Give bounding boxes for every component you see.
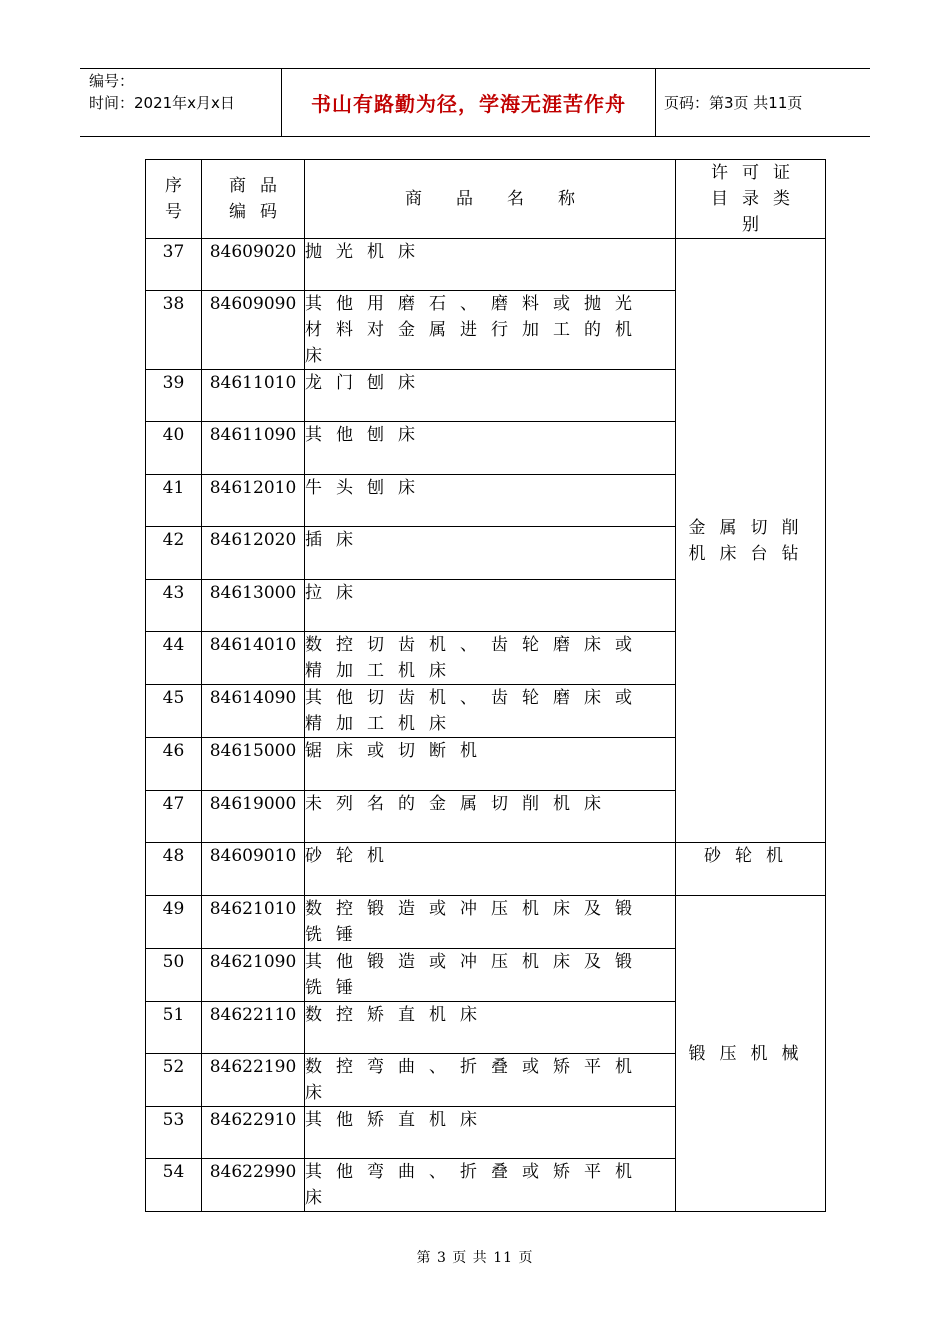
row-name: 插床: [305, 527, 676, 580]
row-seq: 39: [146, 370, 202, 422]
row-code: 84611010: [202, 370, 305, 422]
table-row: [146, 239, 826, 291]
category-metal-cutting: 金属切削机床台钻: [676, 239, 826, 843]
row-name: 其他锻造或冲压机床及锻铣锤: [305, 949, 676, 1002]
row-code: 84609090: [202, 291, 305, 370]
row-code: 84622110: [202, 1002, 305, 1054]
row-name: 数控弯曲、折叠或矫平机床: [305, 1054, 676, 1107]
row-seq: 47: [146, 791, 202, 843]
row-name: 其他切齿机、齿轮磨床或精加工机床: [305, 685, 676, 738]
document-time-label: 时间：2021年x月x日: [89, 94, 235, 112]
row-seq: 50: [146, 949, 202, 1002]
row-seq: 48: [146, 843, 202, 896]
header-bottom-rule: [80, 136, 870, 137]
row-code: 84622910: [202, 1107, 305, 1159]
row-seq: 43: [146, 580, 202, 632]
row-name: 砂轮机: [305, 843, 676, 896]
category-forging: 锻压机械: [676, 896, 826, 1212]
row-seq: 45: [146, 685, 202, 738]
row-code: 84619000: [202, 791, 305, 843]
row-seq: 53: [146, 1107, 202, 1159]
header-page-number: 页码：第3页 共11页: [664, 94, 803, 112]
row-seq: 46: [146, 738, 202, 791]
header-name: 商品名称: [305, 160, 676, 239]
row-code: 84614010: [202, 632, 305, 685]
row-code: 84621090: [202, 949, 305, 1002]
row-name: 数控切齿机、齿轮磨床或精加工机床: [305, 632, 676, 685]
row-code: 84613000: [202, 580, 305, 632]
row-code: 84609010: [202, 843, 305, 896]
document-number-label: 编号：: [89, 72, 135, 90]
row-code: 84622990: [202, 1159, 305, 1212]
row-name: 龙门刨床: [305, 370, 676, 422]
row-name: 数控矫直机床: [305, 1002, 676, 1054]
commodity-table: [145, 159, 826, 1212]
row-name: 牛头刨床: [305, 475, 676, 527]
row-seq: 51: [146, 1002, 202, 1054]
row-code: 84615000: [202, 738, 305, 791]
row-seq: 37: [146, 239, 202, 291]
row-seq: 42: [146, 527, 202, 580]
row-code: 84612020: [202, 527, 305, 580]
row-name: 其他刨床: [305, 422, 676, 475]
table-row: [146, 896, 826, 949]
row-code: 84621010: [202, 896, 305, 949]
row-seq: 49: [146, 896, 202, 949]
row-name: 其他矫直机床: [305, 1107, 676, 1159]
row-name: 未列名的金属切削机床: [305, 791, 676, 843]
row-seq: 44: [146, 632, 202, 685]
category-grinder: 砂轮机: [676, 843, 826, 896]
row-code: 84614090: [202, 685, 305, 738]
row-code: 84622190: [202, 1054, 305, 1107]
row-name: 拉床: [305, 580, 676, 632]
header-seq: 序号: [146, 160, 202, 239]
header-category: 许可证目录类别: [676, 160, 826, 239]
header-motto: 书山有路勤为径，学海无涯苦作舟: [311, 92, 626, 116]
header-divider: [655, 68, 656, 136]
row-seq: 52: [146, 1054, 202, 1107]
row-seq: 41: [146, 475, 202, 527]
table-row: [146, 843, 826, 896]
row-seq: 38: [146, 291, 202, 370]
row-seq: 40: [146, 422, 202, 475]
row-name: 数控锻造或冲压机床及锻铣锤: [305, 896, 676, 949]
header-top-rule: [80, 68, 870, 69]
row-code: 84612010: [202, 475, 305, 527]
row-code: 84609020: [202, 239, 305, 291]
row-code: 84611090: [202, 422, 305, 475]
row-seq: 54: [146, 1159, 202, 1212]
row-name: 锯床或切断机: [305, 738, 676, 791]
header-meta: [89, 70, 235, 114]
header-code: 商品编码: [202, 160, 305, 239]
row-name: 其他弯曲、折叠或矫平机床: [305, 1159, 676, 1212]
row-name: 其他用磨石、磨料或抛光材料对金属进行加工的机床: [305, 291, 676, 370]
page-footer: 第 3 页 共 11 页: [416, 1250, 534, 1266]
table-header-row: [146, 160, 826, 239]
row-name: 抛光机床: [305, 239, 676, 291]
